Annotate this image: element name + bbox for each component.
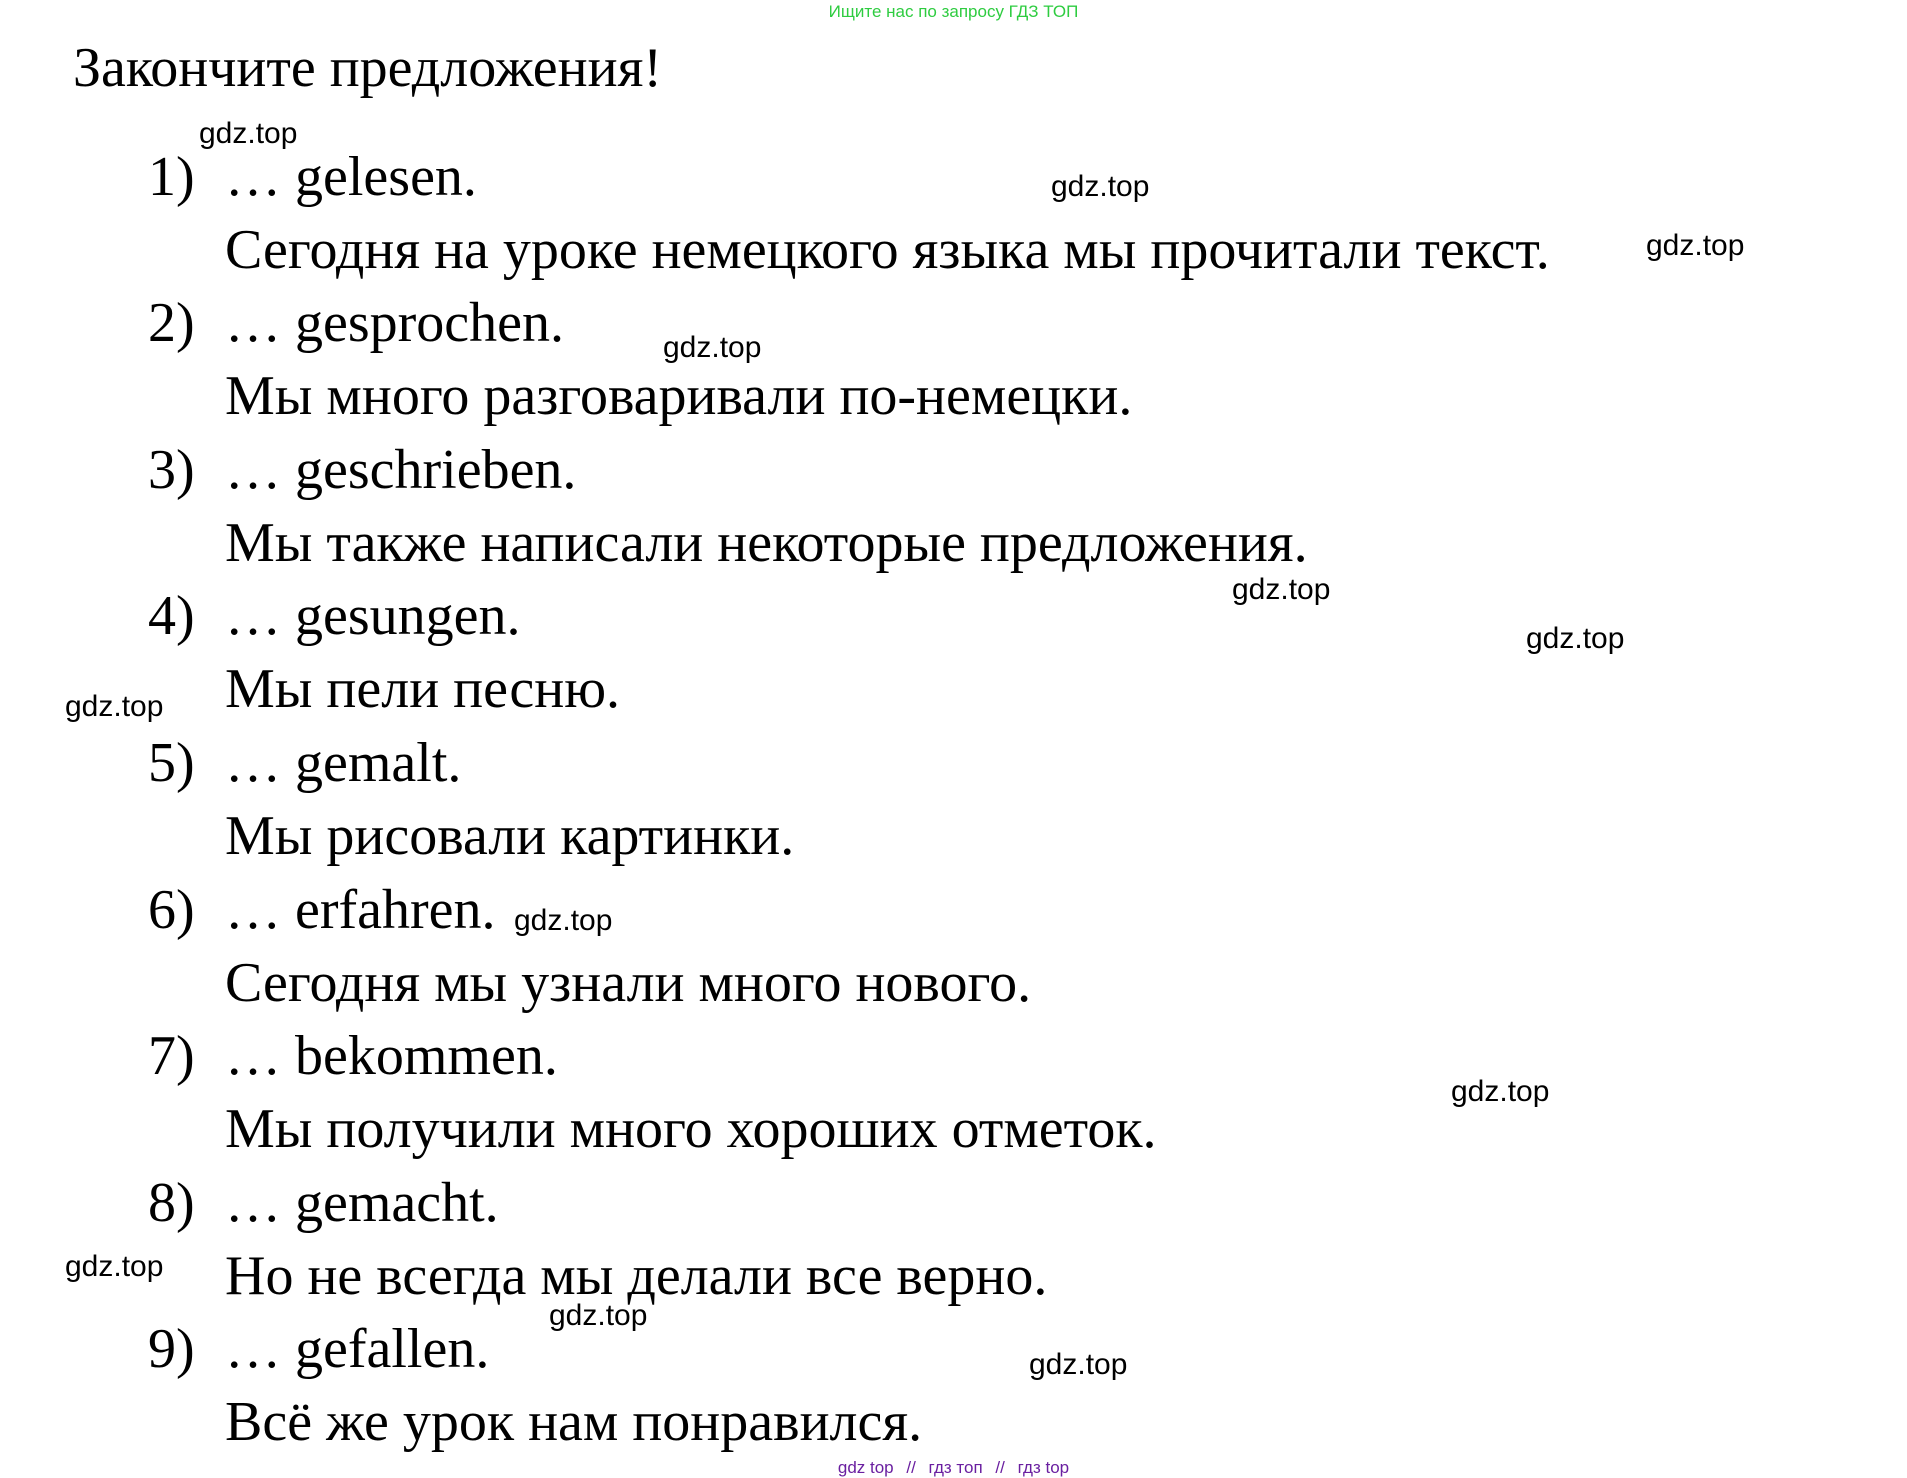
item-german-phrase: … gesungen. [225, 585, 521, 647]
item-number: 5) [148, 732, 195, 794]
footer-separator: // [906, 1458, 916, 1477]
item-russian-sentence: Мы пели песню. [225, 658, 621, 720]
item-number: 8) [148, 1172, 195, 1234]
item-number: 9) [148, 1318, 195, 1380]
item-number: 3) [148, 439, 195, 501]
watermark: gdz.top [663, 331, 762, 364]
watermark: gdz.top [1051, 170, 1150, 203]
item-german-phrase: … gelesen. [225, 146, 477, 208]
footer-link-gdz-top[interactable]: gdz top [837, 1458, 894, 1477]
item-number: 4) [148, 585, 195, 647]
item-russian-sentence: Сегодня на уроке немецкого языка мы прочитали текст. [225, 219, 1550, 281]
footer-link-gdz-top-mixed[interactable]: гдз top [1017, 1458, 1070, 1477]
item-german-phrase: … bekommen. [225, 1025, 558, 1087]
watermark: gdz.top [1232, 573, 1331, 606]
item-russian-sentence: Мы также написали некоторые предложения. [225, 512, 1308, 574]
item-number: 2) [148, 292, 195, 354]
item-russian-sentence: Но не всегда мы делали все верно. [225, 1245, 1048, 1307]
item-number: 6) [148, 879, 195, 941]
item-german-phrase: … gemacht. [225, 1172, 499, 1234]
item-russian-sentence: Всё же урок нам понравился. [225, 1391, 923, 1453]
item-german-phrase: … gemalt. [225, 732, 462, 794]
item-german-phrase: … geschrieben. [225, 439, 577, 501]
watermark: gdz.top [65, 1250, 164, 1283]
footer-separator: // [995, 1458, 1005, 1477]
watermark: gdz.top [1526, 622, 1625, 655]
item-german-phrase: … gefallen. [225, 1318, 490, 1380]
item-number: 1) [148, 146, 195, 208]
watermark: gdz.top [549, 1299, 648, 1332]
item-number: 7) [148, 1025, 195, 1087]
watermark: gdz.top [1646, 229, 1745, 262]
watermark: gdz.top [514, 904, 613, 937]
footer-link-gdz-top-ru[interactable]: гдз топ [928, 1458, 983, 1477]
item-russian-sentence: Мы рисовали картинки. [225, 805, 795, 867]
footer-links [0, 1458, 1907, 1478]
item-german-phrase: … erfahren. [225, 879, 496, 941]
watermark: gdz.top [199, 117, 298, 150]
item-russian-sentence: Мы получили много хороших отметок. [225, 1098, 1157, 1160]
watermark: gdz.top [1029, 1348, 1128, 1381]
item-german-phrase: … gesprochen. [225, 292, 565, 354]
watermark: gdz.top [1451, 1075, 1550, 1108]
item-russian-sentence: Сегодня мы узнали много нового. [225, 952, 1032, 1014]
page-title: Закончите предложения! [73, 37, 662, 99]
top-banner[interactable]: Ищите нас по запросу ГДЗ ТОП [828, 2, 1079, 21]
item-russian-sentence: Мы много разговаривали по-немецки. [225, 365, 1133, 427]
watermark: gdz.top [65, 690, 164, 723]
